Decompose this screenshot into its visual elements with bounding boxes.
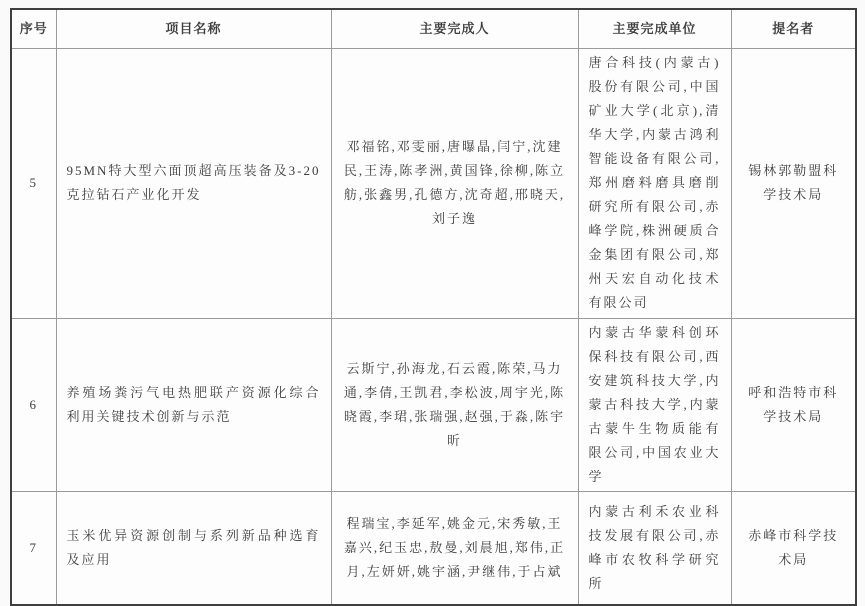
award-projects-table — [10, 8, 857, 606]
header-main-units: 主要完成单位 — [578, 9, 731, 49]
serial-number-cell: 7 — [11, 491, 56, 605]
serial-number-cell: 5 — [11, 49, 56, 319]
contributors-cell: 云斯宁,孙海龙,石云霞,陈荣,马力通,李倩,王凯君,李松波,周宇光,陈晓霞,李珺,张瑞强,赵强,于淼,陈宇昕 — [331, 318, 578, 491]
units-cell: 唐合科技(内蒙古)股份有限公司,中国矿业大学(北京),清华大学,内蒙古鸿利智能设备有限公司,郑州磨料磨具磨削研究所有限公司,赤峰学院,株洲硬质合金集团有限公司,郑州天宏自动化技术有限公司 — [578, 49, 731, 319]
contributors-cell: 程瑞宝,李延军,姚金元,宋秀敏,王嘉兴,纪玉忠,敖曼,刘晨旭,郑伟,正月,左妍妍,姚宇涵,尹继伟,于占斌 — [331, 491, 578, 605]
table-header-row — [11, 9, 856, 49]
project-name-cell: 养殖场粪污气电热肥联产资源化综合利用关键技术创新与示范 — [56, 318, 331, 491]
project-name-cell: 玉米优异资源创制与系列新品种选育及应用 — [56, 491, 331, 605]
units-cell: 内蒙古华蒙科创环保科技有限公司,西安建筑科技大学,内蒙古科技大学,内蒙古蒙牛生物质能有限公司,中国农业大学 — [578, 318, 731, 491]
table-row — [11, 318, 856, 491]
nominator-cell: 锡林郭勒盟科学技术局 — [731, 49, 856, 319]
table-row — [11, 491, 856, 605]
nominator-cell: 呼和浩特市科学技术局 — [731, 318, 856, 491]
serial-number-cell: 6 — [11, 318, 56, 491]
contributors-cell: 邓福铭,邓雯丽,唐曝晶,闫宁,沈建民,王涛,陈孝洲,黄国锋,徐柳,陈立舫,张鑫男,孔德方,沈奇超,邢晓天,刘子逸 — [331, 49, 578, 319]
header-nominator: 提名者 — [731, 9, 856, 49]
project-name-cell: 95MN特大型六面顶超高压装备及3-20克拉钻石产业化开发 — [56, 49, 331, 319]
header-project-name: 项目名称 — [56, 9, 331, 49]
units-cell: 内蒙古利禾农业科技发展有限公司,赤峰市农牧科学研究所 — [578, 491, 731, 605]
nominator-cell: 赤峰市科学技术局 — [731, 491, 856, 605]
table-row — [11, 49, 856, 319]
header-main-contributors: 主要完成人 — [331, 9, 578, 49]
header-serial-number: 序号 — [11, 9, 56, 49]
